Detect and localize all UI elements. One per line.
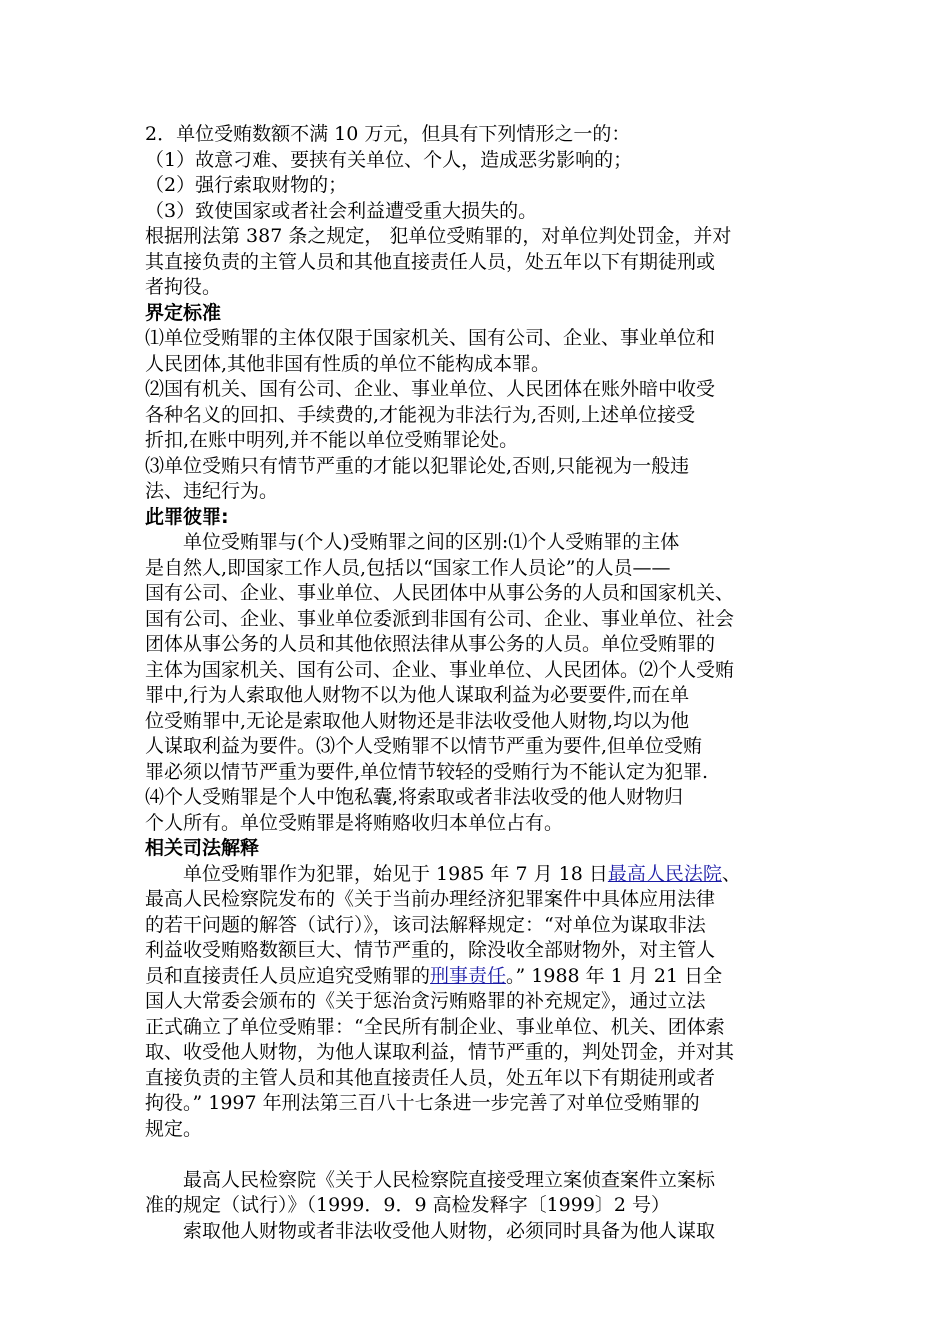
text-line: 直接负责的主管人员和其他直接责任人员，处五年以下有期徒刑或者 (145, 1066, 716, 1089)
text-line: 个人所有。单位受贿罪是将贿赂收归本单位占有。 (145, 811, 564, 834)
text-line: ⑷个人受贿罪是个人中饱私囊,将索取或者非法收受的他人财物归 (145, 786, 684, 808)
text-line: （3）致使国家或者社会利益遭受重大损失的。 (145, 199, 538, 222)
text-line: 准的规定（试行）》（1999．9．9 高检发释字〔1999〕2 号） (145, 1194, 671, 1216)
text-line: ⑶单位受贿只有情节严重的才能以犯罪论处,否则,只能视为一般违 (145, 454, 690, 477)
text-line: 国有公司、企业、事业单位、人民团体中从事公务的人员和国家机关、 (145, 582, 735, 604)
text-line: 国人大常委会颁布的《关于惩治贪污贿赂罪的补充规定》，通过立法 (145, 990, 706, 1012)
text-line: 其直接负责的主管人员和其他直接责任人员，处五年以下有期徒刑或 (145, 250, 716, 273)
text-line: 利益收受贿赂数额巨大、情节严重的，除没收全部财物外，对主管人 (145, 939, 716, 961)
text-span: 。” 1988 年 1 月 21 日全 (506, 964, 723, 987)
text-line: 单位受贿罪与(个人)受贿罪之间的区别:⑴个人受贿罪的主体 (183, 531, 680, 553)
text-line: 位受贿罪中,无论是索取他人财物还是非法收受他人财物,均以为他 (145, 709, 690, 732)
text-line: 团体从事公务的人员和其他依照法律从事公务的人员。单位受贿罪的 (145, 633, 716, 655)
text-line: 索取他人财物或者非法收受他人财物，必须同时具备为他人谋取 (183, 1219, 716, 1242)
blank-line (145, 1142, 813, 1168)
text-line: ⑵国有机关、国有公司、企业、事业单位、人民团体在账外暗中收受 (145, 378, 716, 400)
text-line: （1）故意刁难、要挟有关单位、个人，造成恶劣影响的； (145, 148, 633, 171)
text-line: 主体为国家机关、国有公司、企业、事业单位、人民团体。⑵个人受贿 (145, 658, 735, 681)
text-span: 单位受贿罪作为犯罪，始见于 1985 年 7 月 18 日 (183, 862, 608, 885)
text-span: 员和直接责任人员应追究受贿罪的 (145, 964, 431, 987)
section-definition-standards (145, 301, 813, 505)
text-line: 国有公司、企业、事业单位委派到非国有公司、企业、事业单位、社会 (145, 607, 735, 630)
supreme-court-link[interactable]: 最高人民法院 (607, 862, 722, 885)
text-line: 的若干问题的解答（试行）》，该司法解释规定：“对单位为谋取非法 (145, 913, 706, 936)
text-line: 罪必须以情节严重为要件,单位情节较轻的受贿行为不能认定为犯罪. (145, 760, 709, 783)
section-heading: 相关司法解释 (145, 837, 260, 859)
text-line: 根据刑法第 387 条之规定， 犯单位受贿罪的，对单位判处罚金，并对 (145, 225, 732, 247)
text-line: 法、违纪行为。 (145, 480, 279, 502)
text-line: 各种名义的回扣、手续费的,才能视为非法行为,否则,上述单位接受 (145, 403, 696, 426)
text-span: 、 (721, 862, 741, 885)
text-line: 取、收受他人财物，为他人谋取利益，情节严重的，判处罚金，并对其 (145, 1041, 735, 1063)
text-line: 最高人民检察院《关于人民检察院直接受理立案侦查案件立案标 (183, 1168, 716, 1191)
criminal-liability-link[interactable]: 刑事责任 (430, 964, 507, 987)
text-line: 是自然人,即国家工作人员,包括以“国家工作人员论”的人员—— (145, 556, 671, 579)
section-criteria-list (145, 122, 813, 301)
text-line: 规定。 (145, 1117, 203, 1140)
text-line: 最高人民检察院发布的《关于当前办理经济犯罪案件中具体应用法律 (145, 888, 716, 910)
document-page (145, 122, 813, 1244)
section-heading: 此罪彼罪: (145, 505, 229, 528)
text-line: 折扣,在账中明列,并不能以单位受贿罪论处。 (145, 429, 519, 451)
text-line: 正式确立了单位受贿罪：“全民所有制企业、事业单位、机关、团体索 (145, 1015, 725, 1038)
text-line: （2）强行索取财物的； (145, 174, 348, 196)
text-line (145, 862, 813, 888)
text-line: 者拘役。 (145, 276, 222, 298)
text-line: ⑴单位受贿罪的主体仅限于国家机关、国有公司、企业、事业单位和 (145, 327, 716, 349)
section-judicial-interpretation (145, 836, 813, 1142)
text-line: 2．单位受贿数额不满 10 万元，但具有下列情形之一的： (145, 123, 631, 145)
text-line: 人谋取利益为要件。⑶个人受贿罪不以情节严重为要件,但单位受贿 (145, 735, 703, 757)
section-procuratorate-standards (145, 1168, 813, 1245)
text-line (145, 964, 813, 990)
text-line: 罪中,行为人索取他人财物不以为他人谋取利益为必要要件,而在单 (145, 684, 690, 706)
text-line: 拘役。” 1997 年刑法第三百八十七条进一步完善了对单位受贿罪的 (145, 1092, 700, 1114)
section-heading: 界定标准 (145, 301, 222, 324)
section-crime-distinction (145, 505, 813, 837)
text-line: 人民团体,其他非国有性质的单位不能构成本罪。 (145, 352, 551, 375)
